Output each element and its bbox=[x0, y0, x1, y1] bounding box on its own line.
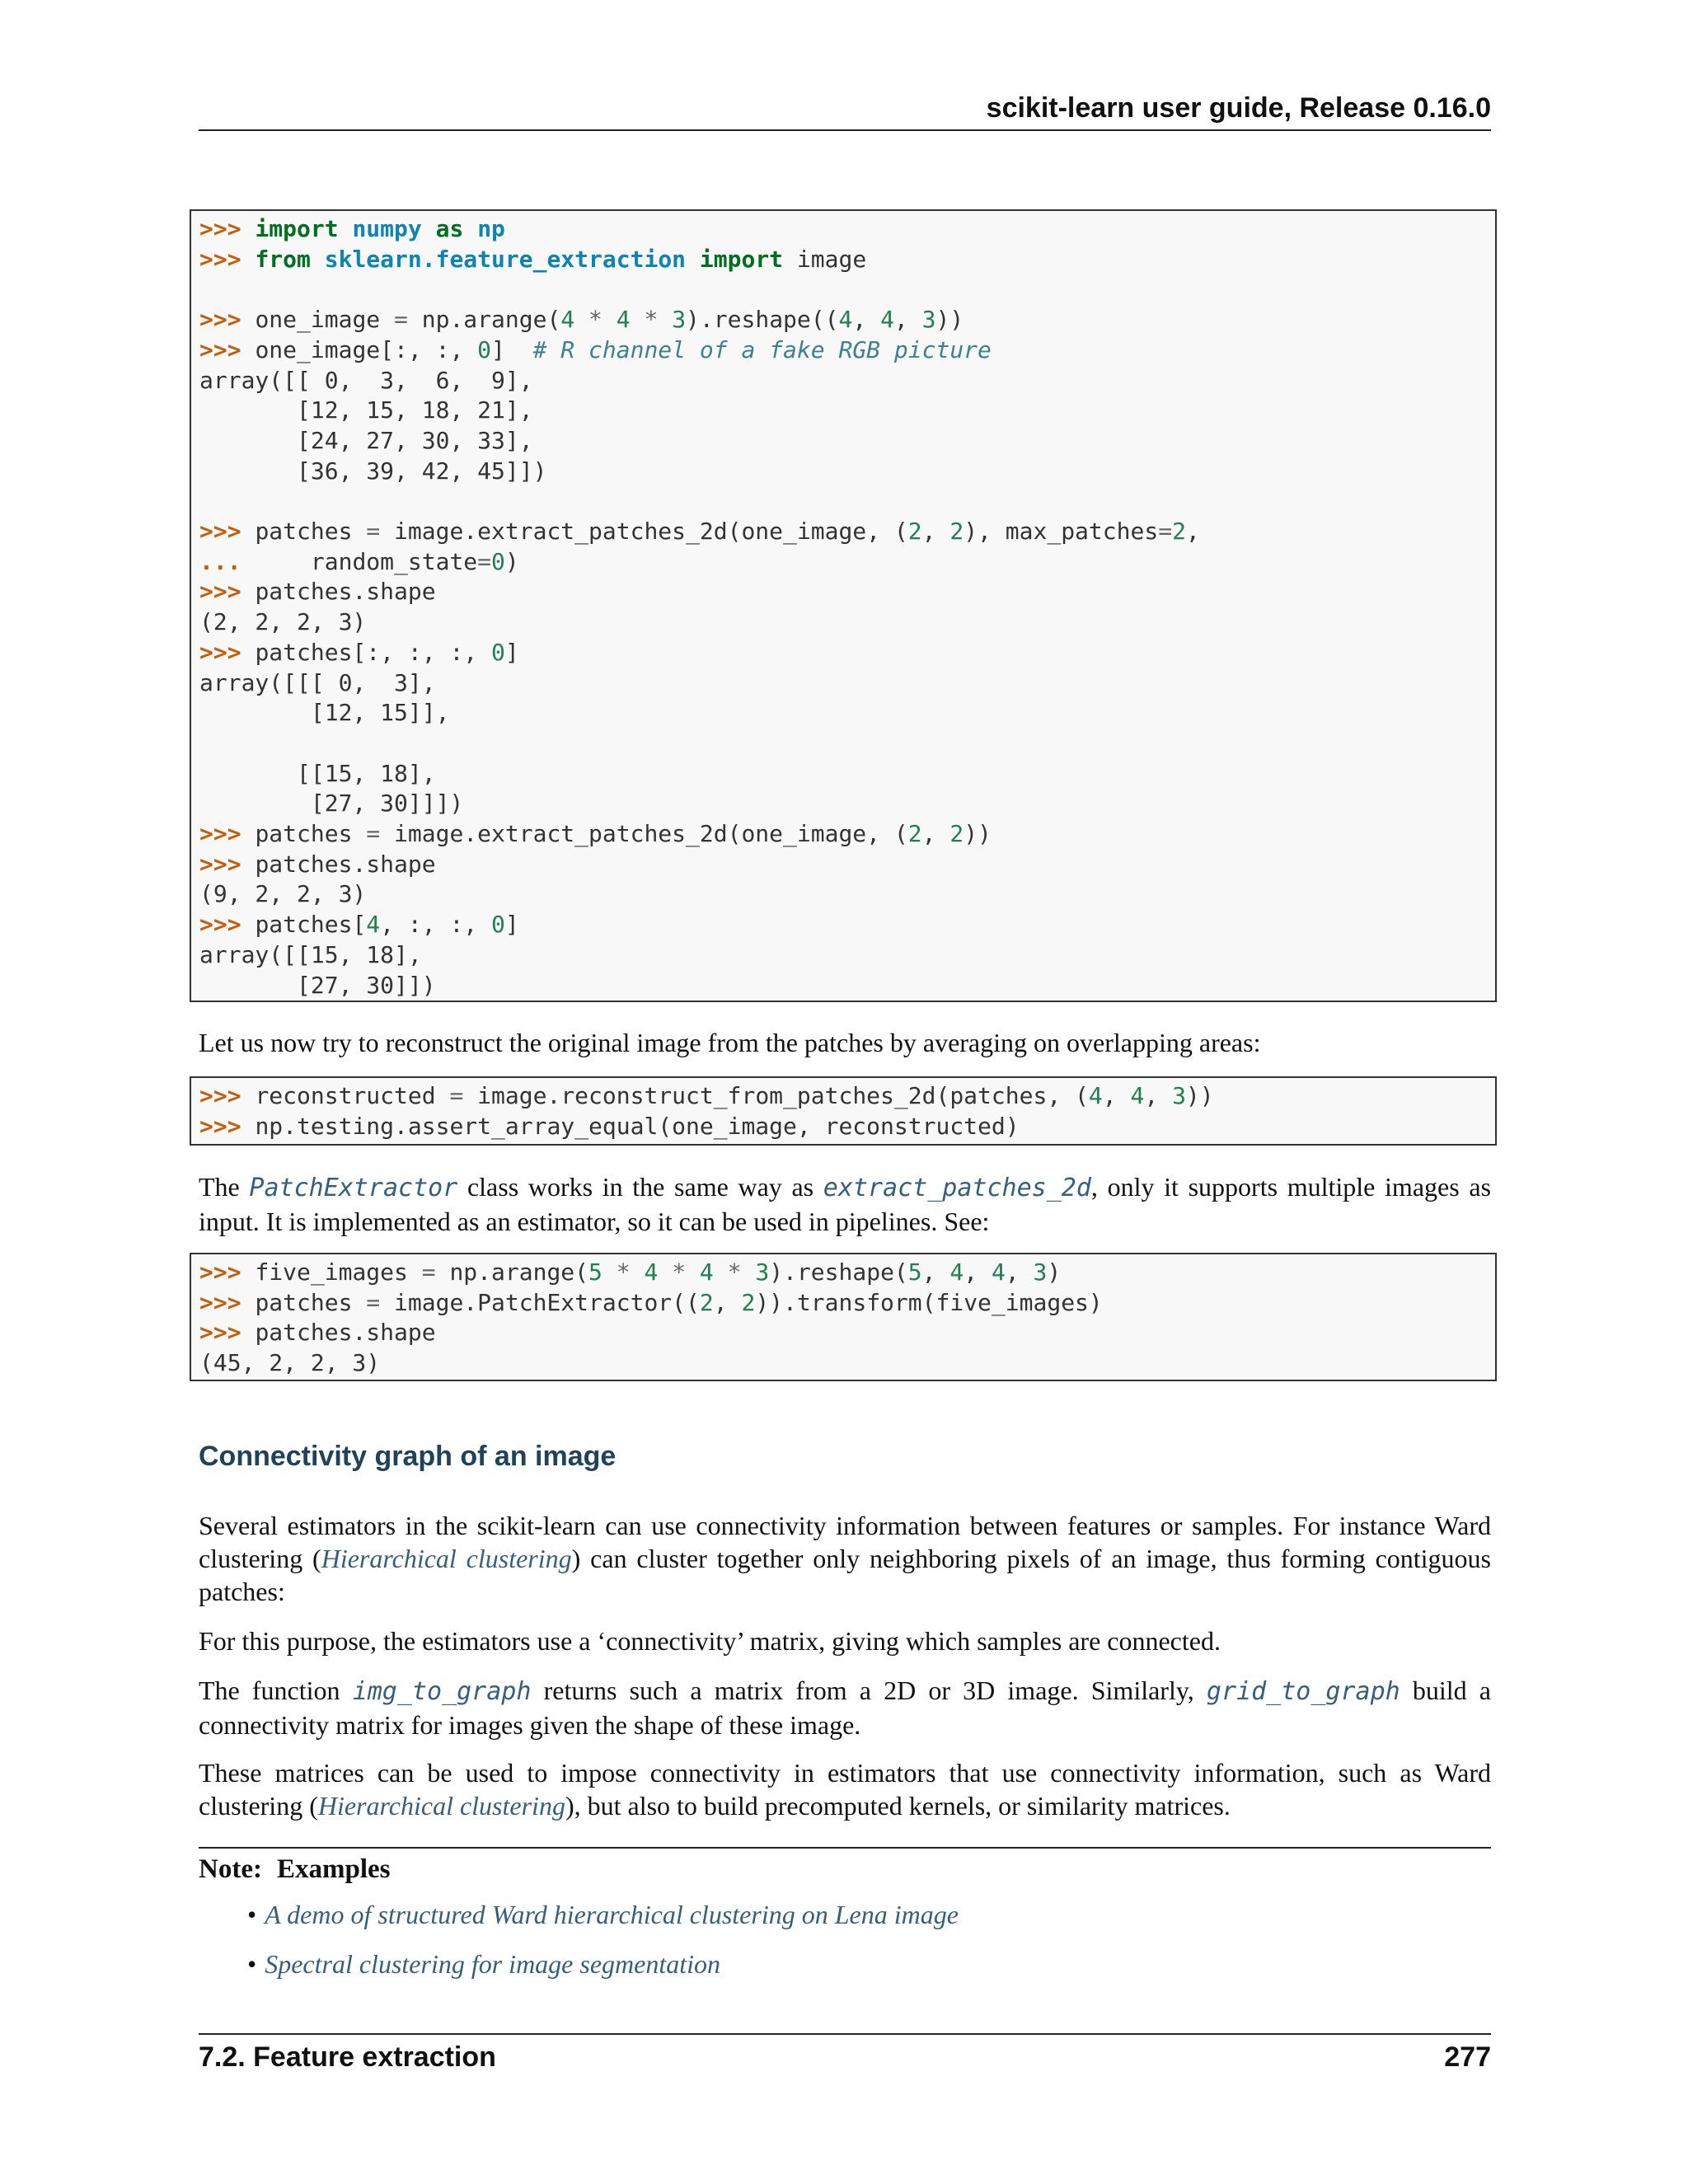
section-title: Connectivity graph of an image bbox=[199, 1441, 617, 1472]
text-span: ) can cluster together only neighboring pixels of an image, thus forming contiguous patches: bbox=[199, 1544, 1492, 1606]
code-token: 2 bbox=[907, 518, 922, 546]
code-token: 0 bbox=[491, 547, 505, 575]
code-token: ) bbox=[504, 547, 519, 575]
example-link-spectral[interactable] bbox=[247, 1947, 959, 1996]
code-token: , bbox=[713, 1288, 742, 1316]
code-token: >>> bbox=[199, 306, 256, 334]
code-token bbox=[686, 1258, 700, 1286]
code-content bbox=[199, 1081, 1487, 1141]
text-span: class works in the same way as bbox=[457, 1172, 823, 1202]
paragraph-connectivity-intro bbox=[199, 1509, 1491, 1608]
code-token: 2 bbox=[1172, 518, 1186, 546]
code-token: 5 bbox=[907, 1258, 922, 1286]
code-token: >>> bbox=[199, 578, 256, 606]
code-token: , bbox=[964, 1258, 992, 1286]
note-heading: Examples bbox=[276, 1854, 391, 1884]
code-token: 4 bbox=[699, 1258, 714, 1286]
example-label[interactable]: Spectral clustering for image segmentation bbox=[265, 1949, 721, 1979]
code-token bbox=[603, 1258, 617, 1286]
code-token: , bbox=[921, 518, 950, 546]
code-token: patches.shape bbox=[255, 578, 436, 606]
code-token: numpy bbox=[352, 215, 422, 242]
code-token: , bbox=[852, 306, 881, 334]
example-label[interactable]: A demo of structured Ward hierarchical clustering on Lena image bbox=[265, 1900, 959, 1929]
code-token: >>> bbox=[199, 245, 256, 273]
code-token bbox=[339, 215, 353, 242]
code-token: , bbox=[893, 306, 922, 334]
code-token: patches[ bbox=[255, 911, 367, 939]
code-token: >>> bbox=[199, 335, 256, 363]
code-token: reconstructed bbox=[255, 1082, 450, 1109]
link-patch-extractor[interactable]: PatchExtractor bbox=[249, 1174, 458, 1202]
code-token: [36, 39, 42, 45]]) bbox=[199, 457, 547, 485]
code-token bbox=[311, 246, 325, 273]
link-extract-patches-2d[interactable]: extract_patches_2d bbox=[823, 1174, 1091, 1202]
code-token: 4 bbox=[1130, 1082, 1145, 1109]
code-token: )).transform(five_images) bbox=[755, 1288, 1103, 1316]
code-token bbox=[422, 215, 436, 242]
code-token: 0 bbox=[491, 638, 505, 666]
paragraph-matrices-usage bbox=[199, 1756, 1491, 1822]
code-token: ), max_patches bbox=[964, 518, 1159, 546]
code-token: patches bbox=[255, 518, 367, 546]
code-token: 2 bbox=[950, 820, 964, 848]
code-token: = bbox=[366, 820, 381, 848]
bullet: • bbox=[247, 1949, 257, 1979]
code-token: , bbox=[1185, 518, 1200, 546]
code-token: patches.shape bbox=[255, 850, 436, 878]
code-block-five-images bbox=[190, 1253, 1497, 1381]
code-token bbox=[631, 306, 645, 333]
code-token: )) bbox=[1185, 1082, 1214, 1109]
code-token: >>> bbox=[199, 215, 256, 242]
code-token: 2 bbox=[699, 1288, 714, 1316]
code-token: 3 bbox=[672, 306, 687, 334]
code-token: >>> bbox=[199, 1288, 256, 1316]
code-token: [[15, 18], bbox=[199, 759, 436, 787]
running-header: scikit-learn user guide, Release 0.16.0 bbox=[986, 92, 1491, 124]
code-token: [27, 30]]]) bbox=[199, 790, 464, 818]
code-token: 4 bbox=[366, 911, 381, 939]
code-token: >>> bbox=[199, 820, 256, 848]
code-token: >>> bbox=[199, 1082, 256, 1109]
code-token: 2 bbox=[950, 518, 964, 546]
text-span: ), but also to build precomputed kernels, or similarity matrices. bbox=[565, 1791, 1231, 1821]
code-content bbox=[199, 1258, 1487, 1379]
code-token bbox=[686, 246, 700, 273]
code-token: = bbox=[366, 518, 381, 546]
code-token: )) bbox=[935, 306, 964, 334]
code-token bbox=[658, 306, 672, 333]
code-token: import bbox=[699, 245, 784, 273]
link-grid-to-graph[interactable]: grid_to_graph bbox=[1206, 1677, 1400, 1706]
code-token: * bbox=[727, 1258, 742, 1286]
code-token: array([[ 0, 3, 6, 9], bbox=[199, 366, 533, 394]
code-token: array([[15, 18], bbox=[199, 940, 422, 968]
text-span: , only it supports multiple images as input. It is implemented as an estimator, so it can be used in pipelines. See: bbox=[199, 1172, 1492, 1236]
note-label: Note: bbox=[199, 1854, 262, 1884]
code-token: ] bbox=[504, 911, 519, 939]
code-token: 4 bbox=[616, 306, 631, 334]
code-token: image.extract_patches_2d(one_image, ( bbox=[380, 820, 908, 848]
footer-section: 7.2. Feature extraction bbox=[199, 2041, 496, 2073]
code-token: 5 bbox=[588, 1258, 603, 1286]
code-token: [27, 30]]) bbox=[199, 971, 436, 999]
code-token: 4 bbox=[880, 306, 894, 334]
code-token: [12, 15, 18, 21], bbox=[199, 396, 533, 424]
code-token: * bbox=[616, 1258, 631, 1286]
code-token: one_image[:, :, bbox=[255, 335, 478, 363]
code-token: ] bbox=[504, 638, 519, 666]
code-token: # R channel of a fake RGB picture bbox=[532, 335, 992, 363]
code-token bbox=[658, 1258, 672, 1286]
code-block-patches bbox=[190, 209, 1497, 1002]
code-token bbox=[741, 1258, 755, 1286]
code-token: array([[[ 0, 3], bbox=[199, 668, 436, 696]
code-token: image.extract_patches_2d(one_image, ( bbox=[380, 518, 908, 546]
code-token: image.reconstruct_from_patches_2d(patches, ( bbox=[463, 1082, 1089, 1109]
code-token: np.arange( bbox=[407, 306, 561, 334]
code-token: 2 bbox=[907, 820, 922, 848]
paragraph-reconstruct: Let us now try to reconstruct the original image from the patches by averaging on overlapping areas: bbox=[199, 1028, 1261, 1057]
code-token: [24, 27, 30, 33], bbox=[199, 426, 533, 454]
code-token: 3 bbox=[755, 1258, 770, 1286]
code-token: patches.shape bbox=[255, 1319, 436, 1347]
code-token bbox=[631, 1258, 645, 1286]
code-token: sklearn.feature_extraction bbox=[324, 245, 687, 273]
code-token: = bbox=[394, 306, 408, 334]
code-token: (45, 2, 2, 3) bbox=[199, 1349, 381, 1377]
code-token: ).reshape( bbox=[769, 1258, 908, 1286]
paragraph-connectivity-matrix: For this purpose, the estimators use a ‘connectivity’ matrix, giving which samples are connected. bbox=[199, 1626, 1221, 1656]
code-content bbox=[199, 214, 1487, 1001]
header-rule bbox=[199, 129, 1491, 131]
code-token: 0 bbox=[477, 335, 492, 363]
code-token: (9, 2, 2, 3) bbox=[199, 880, 367, 908]
code-token: ... bbox=[199, 547, 256, 575]
code-token: np bbox=[477, 215, 505, 242]
code-token: np.testing.assert_array_equal(one_image, reconstructed) bbox=[255, 1112, 1020, 1140]
code-token bbox=[603, 306, 617, 333]
page-number: 277 bbox=[1444, 2041, 1491, 2073]
note-title bbox=[199, 1854, 390, 1885]
code-token bbox=[574, 306, 588, 333]
code-token: >>> bbox=[199, 1258, 256, 1286]
note-rule bbox=[199, 1847, 1491, 1849]
code-token: ).reshape(( bbox=[686, 306, 839, 334]
code-token: 4 bbox=[991, 1258, 1006, 1286]
code-token: from bbox=[255, 245, 311, 273]
code-token: random_state bbox=[255, 547, 478, 575]
code-token: , :, :, bbox=[380, 911, 492, 939]
code-token: >>> bbox=[199, 518, 256, 546]
code-token: >>> bbox=[199, 1112, 256, 1140]
bullet: • bbox=[247, 1900, 257, 1929]
code-token: patches[:, :, :, bbox=[255, 638, 492, 666]
text-span: These matrices can be used to impose connectivity in estimators that use connectivity information, such as Ward clustering ( bbox=[199, 1758, 1491, 1821]
code-token: * bbox=[672, 1258, 687, 1286]
code-token: * bbox=[588, 306, 603, 334]
link-hierarchical-clustering[interactable]: Hierarchical clustering bbox=[321, 1544, 572, 1573]
code-token: )) bbox=[964, 820, 992, 848]
text-span: Several estimators in the scikit-learn can use connectivity information between features or samples. For instance Ward clustering ( bbox=[199, 1511, 1491, 1573]
link-hierarchical-clustering[interactable]: Hierarchical clustering bbox=[317, 1791, 565, 1821]
code-token: 2 bbox=[741, 1288, 756, 1316]
code-token: ] bbox=[491, 335, 533, 363]
examples-list bbox=[247, 1897, 959, 1996]
code-token: >>> bbox=[199, 1319, 256, 1347]
code-token: import bbox=[255, 215, 339, 242]
code-block-reconstruct bbox=[190, 1076, 1497, 1146]
code-token: 4 bbox=[838, 306, 853, 334]
code-token bbox=[463, 215, 477, 242]
code-token: patches bbox=[255, 820, 367, 848]
code-token: [12, 15]], bbox=[199, 699, 450, 727]
code-token: 3 bbox=[921, 306, 936, 334]
code-token: = bbox=[1158, 518, 1173, 546]
code-token: , bbox=[921, 1258, 950, 1286]
code-token: one_image bbox=[255, 306, 395, 334]
code-token: 4 bbox=[560, 306, 575, 334]
code-token bbox=[714, 1258, 728, 1286]
code-token: image bbox=[783, 245, 867, 273]
link-img-to-graph[interactable]: img_to_graph bbox=[352, 1677, 532, 1706]
code-token: 4 bbox=[950, 1258, 964, 1286]
paragraph-img-to-graph bbox=[199, 1674, 1491, 1741]
code-token: * bbox=[644, 306, 659, 334]
footer-rule bbox=[199, 2033, 1491, 2035]
text-span: build a connectivity matrix for images given the shape of these image. bbox=[199, 1675, 1492, 1740]
code-token: , bbox=[1102, 1082, 1131, 1109]
code-token: 0 bbox=[491, 911, 505, 939]
code-token: 4 bbox=[1088, 1082, 1103, 1109]
code-token: np.arange( bbox=[435, 1258, 589, 1286]
example-link-ward-lena[interactable] bbox=[247, 1897, 959, 1947]
code-token: = bbox=[421, 1258, 436, 1286]
code-token: = bbox=[449, 1082, 464, 1109]
code-token: as bbox=[435, 215, 464, 242]
code-token: 3 bbox=[1172, 1082, 1186, 1109]
paragraph-patch-extractor bbox=[199, 1170, 1491, 1238]
code-token: image.PatchExtractor(( bbox=[380, 1288, 700, 1316]
code-token: patches bbox=[255, 1288, 367, 1316]
code-token: five_images bbox=[255, 1258, 422, 1286]
code-token: , bbox=[921, 820, 950, 848]
code-token: 4 bbox=[644, 1258, 659, 1286]
code-token: , bbox=[1144, 1082, 1173, 1109]
text-span: returns such a matrix from a 2D or 3D image. Similarly, bbox=[531, 1675, 1207, 1705]
code-token: = bbox=[477, 547, 492, 575]
code-token: ) bbox=[1047, 1258, 1062, 1286]
text-span: The bbox=[199, 1172, 250, 1202]
code-token: 3 bbox=[1033, 1258, 1048, 1286]
code-token: >>> bbox=[199, 638, 256, 666]
code-token: (2, 2, 2, 3) bbox=[199, 608, 367, 636]
code-token: = bbox=[366, 1288, 381, 1316]
code-token: >>> bbox=[199, 850, 256, 878]
code-token: , bbox=[1005, 1258, 1034, 1286]
text-span: The function bbox=[199, 1675, 353, 1705]
code-token: >>> bbox=[199, 911, 256, 939]
